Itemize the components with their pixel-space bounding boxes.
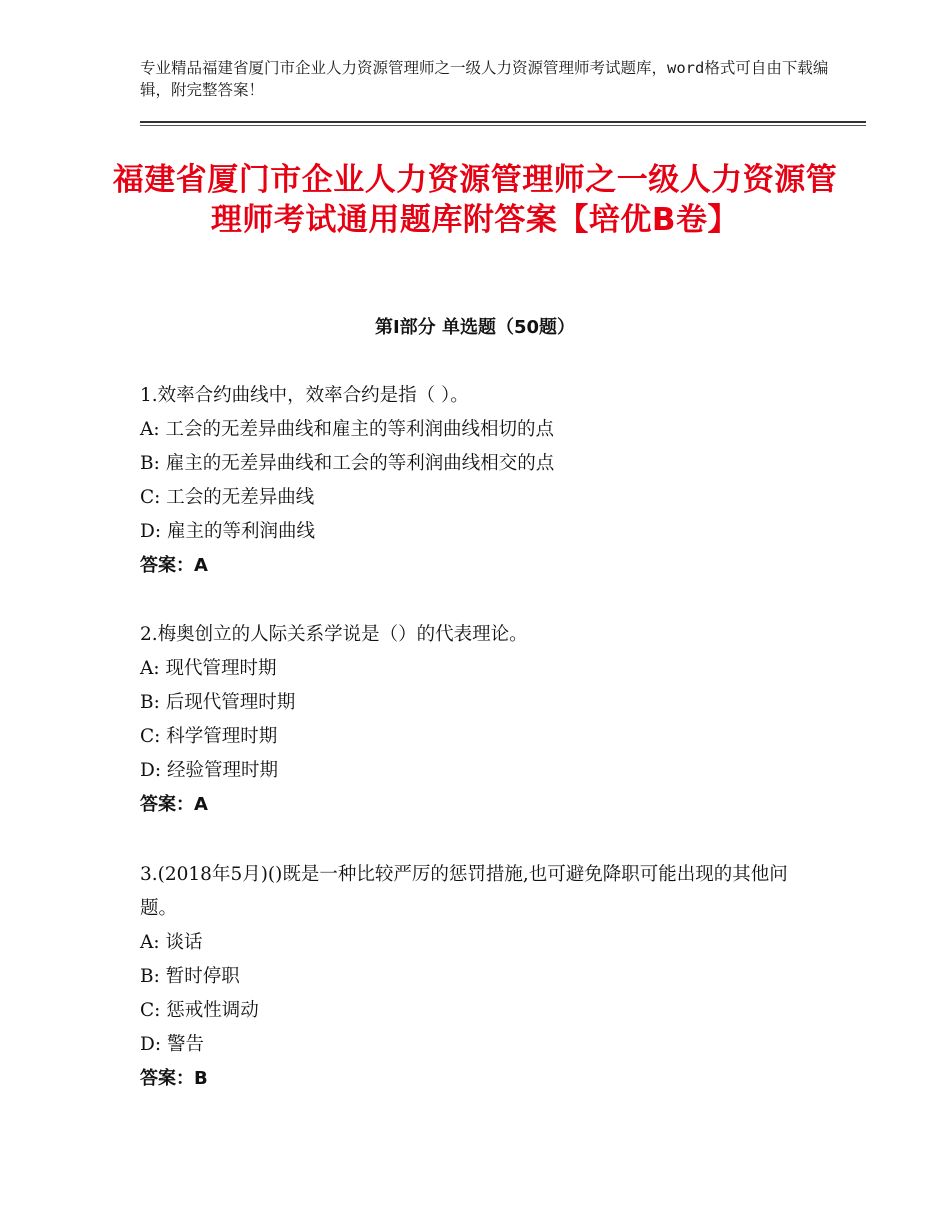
question-stem: 3.(2018年5月)()既是一种比较严厉的惩罚措施,也可避免降职可能出现的其他问题。 xyxy=(140,864,788,919)
option-b: B: 雇主的无差异曲线和工会的等利润曲线相交的点 xyxy=(140,453,555,474)
header-divider-thin xyxy=(140,125,866,126)
question-3 xyxy=(140,858,820,1096)
option-d: D: 警告 xyxy=(140,1034,204,1055)
document-title: 福建省厦门市企业人力资源管理师之一级人力资源管理师考试通用题库附答案【培优B卷】 xyxy=(112,162,838,238)
option-c: C: 科学管理时期 xyxy=(140,726,278,747)
question-stem: 1.效率合约曲线中，效率合约是指（ ）。 xyxy=(140,385,469,406)
option-b: B: 暂时停职 xyxy=(140,966,240,987)
header-note: 专业精品福建省厦门市企业人力资源管理师之一级人力资源管理师考试题库，word格式可自由下载编辑，附完整答案！ xyxy=(140,59,829,99)
option-a: A: 工会的无差异曲线和雇主的等利润曲线相切的点 xyxy=(140,419,554,440)
option-a: A: 谈话 xyxy=(140,932,203,953)
answer: 答案：A xyxy=(140,794,208,815)
option-d: D: 经验管理时期 xyxy=(140,760,278,781)
answer: 答案：B xyxy=(140,1068,208,1089)
question-stem: 2.梅奥创立的人际关系学说是（）的代表理论。 xyxy=(140,624,528,645)
answer: 答案：A xyxy=(140,555,208,576)
option-b: B: 后现代管理时期 xyxy=(140,692,296,713)
option-d: D: 雇主的等利润曲线 xyxy=(140,521,315,542)
option-c: C: 工会的无差异曲线 xyxy=(140,487,315,508)
header-divider xyxy=(140,121,866,123)
option-c: C: 惩戒性调动 xyxy=(140,1000,259,1021)
question-1 xyxy=(140,379,820,583)
question-2 xyxy=(140,618,820,822)
section-title: 第Ⅰ部分 单选题（50题） xyxy=(374,317,575,338)
option-a: A: 现代管理时期 xyxy=(140,658,277,679)
